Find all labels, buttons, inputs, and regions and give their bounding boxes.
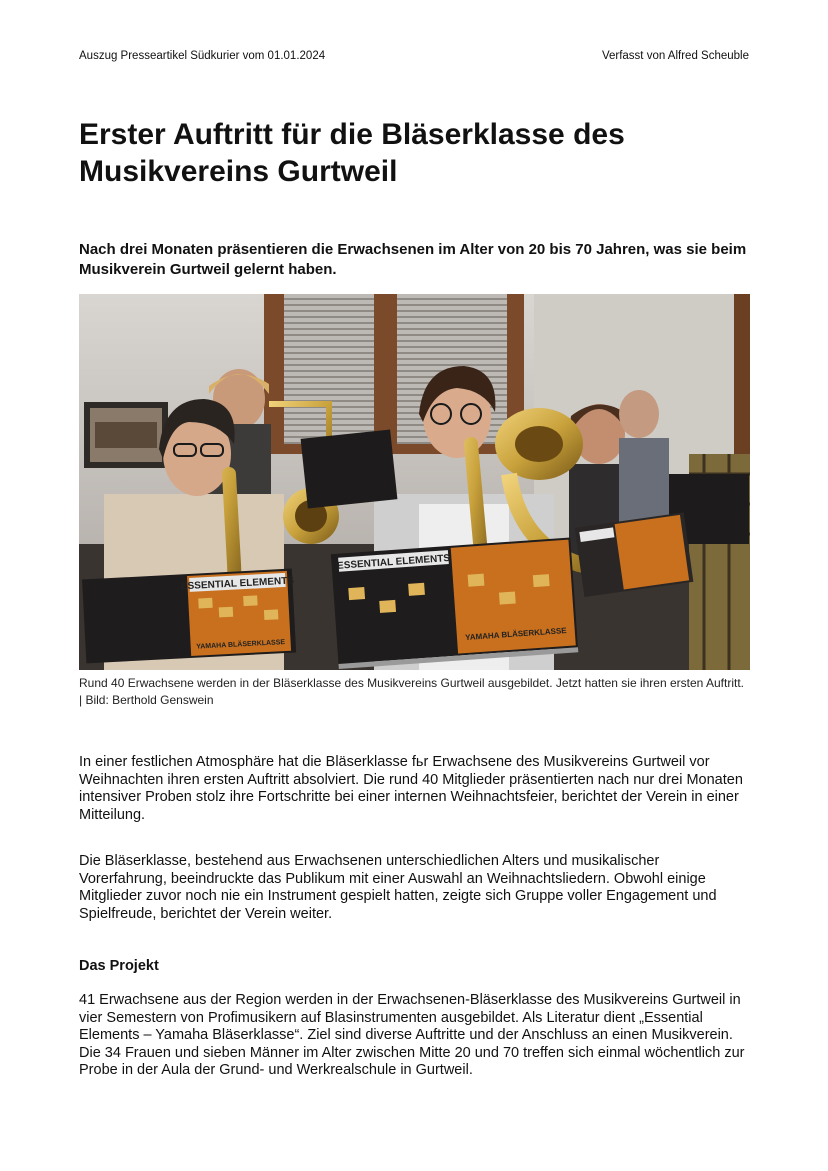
book-title-center: ESSENTIAL ELEMENTS	[336, 552, 451, 572]
paragraph-1: In einer festlichen Atmosphäre hat die Bläserklasse fьr Erwachsene des Musikvereins Gurtweil vor Weihnachten ihren ersten Auftritt absolviert. Die rund 40 Mitglieder präsentierten nach nur drei Monaten intensiver Proben stolz ihre Fortschritte bei einer internen Weihnachtsfeier, berichtet der Verein in einer Mitteilung.	[79, 754, 743, 823]
paragraph-3: 41 Erwachsene aus der Region werden in der Erwachsenen-Bläserklasse des Musikvereins Gurtweil in vier Semestern von Profimusikern auf Blasinstrumenten ausgebildet. Als Literatur dient „Essential Elements – Yamaha Bläserklasse“. Ziel sind diverse Auftritte und der Anschluss an einen Musikverein. Die 34 Frauen und sieben Männer im Alter zwischen Mitte 20 und 70 treffen sich einmal wöchentlich zur Probe in der Aula der Grund- und Werkrealschule in Gurtweil.	[79, 992, 745, 1078]
book-title-left: ESSENTIAL ELEMENTS	[180, 575, 295, 593]
article-title: Erster Auftritt für die Bläserklasse des Musikvereins Gurtweil	[79, 118, 625, 188]
photo-caption: Rund 40 Erwachsene werden in der Bläserklasse des Musikvereins Gurtweil ausgebildet. Jetzt hatten sie ihren ersten Auftritt. | Bild: Berthold Genswein	[79, 676, 745, 707]
article-photo	[79, 294, 750, 670]
book-subtitle-center: YAMAHA BLÄSERKLASSE	[464, 625, 567, 643]
book-subtitle-left: YAMAHA BLÄSERKLASSE	[196, 639, 286, 651]
article-lead: Nach drei Monaten präsentieren die Erwachsenen im Alter von 20 bis 70 Jahren, was sie beim Musikverein Gurtweil gelernt haben.	[79, 241, 747, 278]
paragraph-2: Die Bläserklasse, bestehend aus Erwachsenen unterschiedlichen Alters und musikalischer Vorerfahrung, beeindruckte das Publikum mit einer Auswahl an Weihnachtsliedern. Obwohl einige Mitglieder zuvor noch nie ein Instrument gespielt hatten, zeigte sich Gruppe voller Engagement und Spielfreude, berichtet der Verein weiter.	[79, 853, 717, 922]
section-heading: Das Projekt	[79, 958, 159, 974]
author-line: Verfasst von Alfred Scheuble	[601, 50, 749, 62]
source-line: Auszug Presseartikel Südkurier vom 01.01.2024	[79, 50, 326, 62]
